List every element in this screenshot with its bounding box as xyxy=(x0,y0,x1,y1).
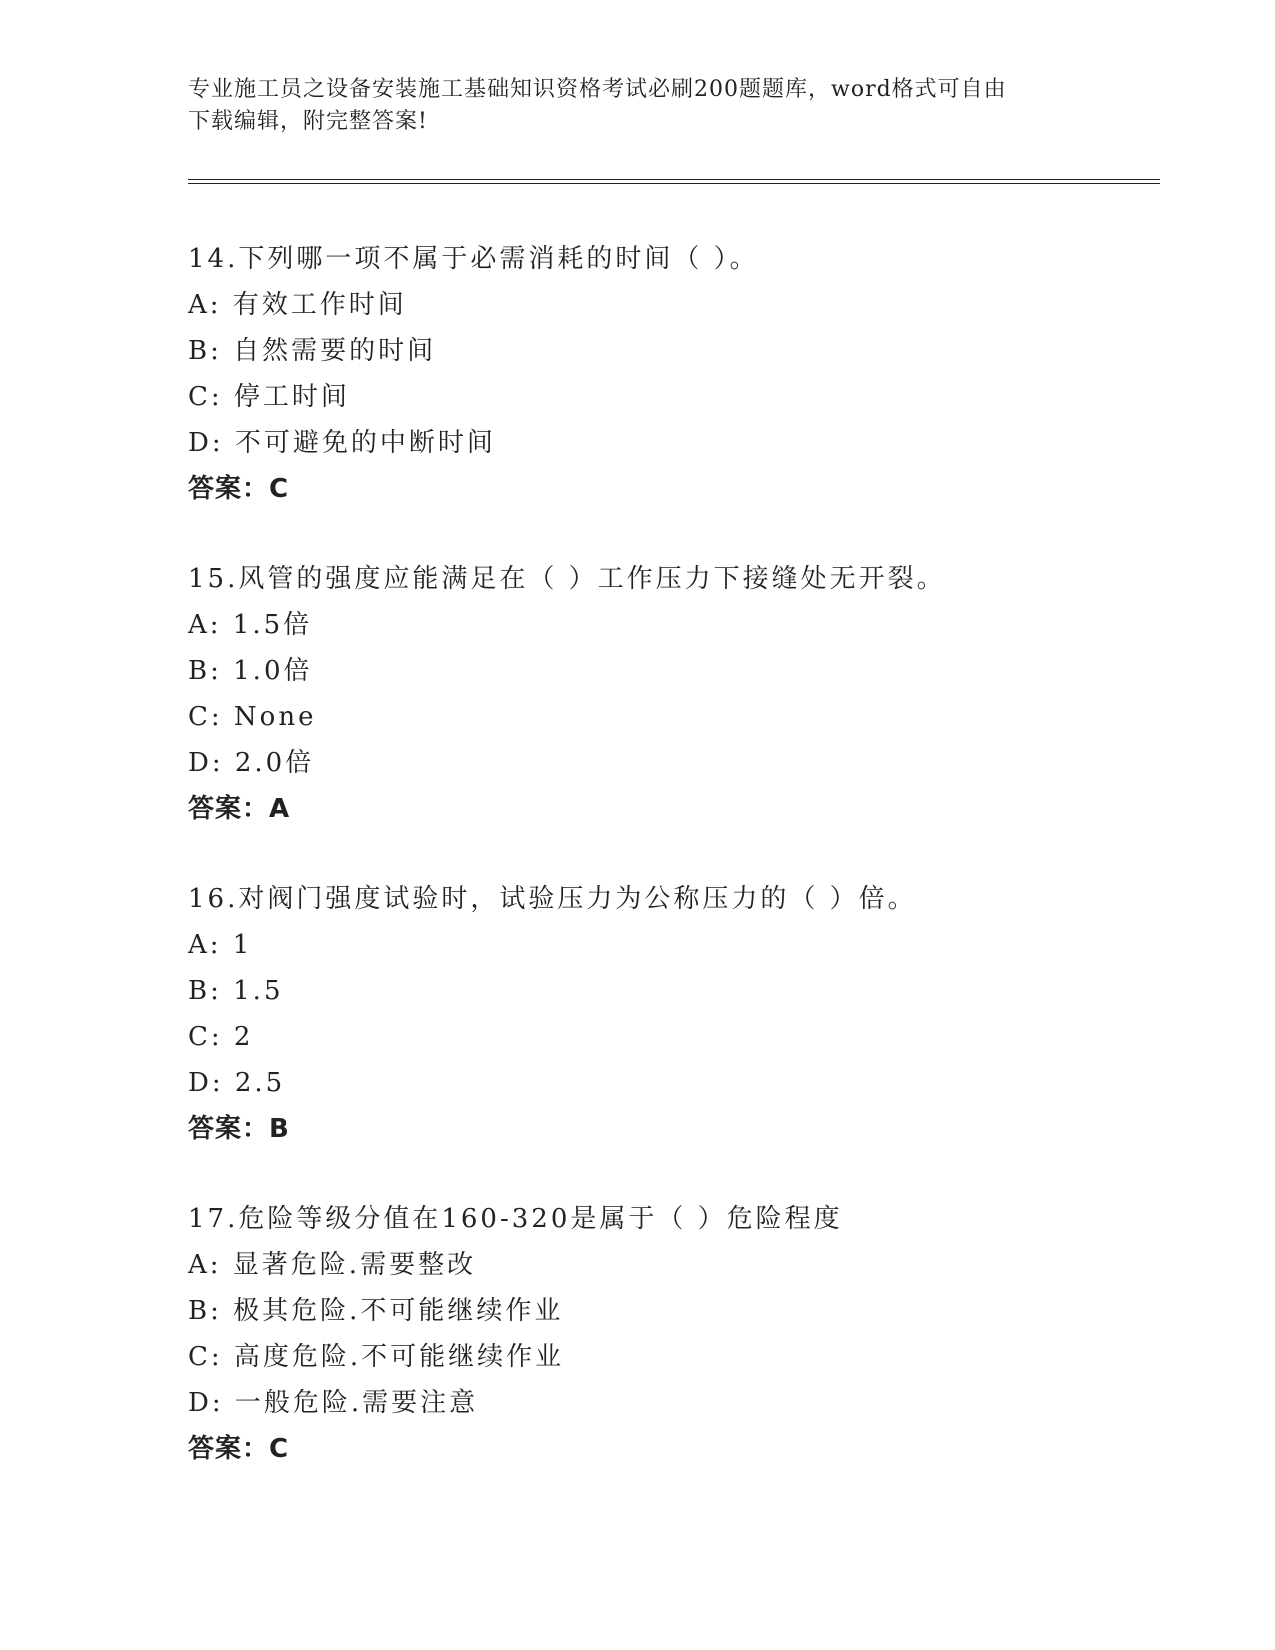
header-divider xyxy=(188,179,1160,184)
question-stem: 17.危险等级分值在160-320是属于（ ）危险程度 xyxy=(188,1204,843,1234)
question-14 xyxy=(188,236,1160,512)
option-d: D: 不可避免的中断时间 xyxy=(188,428,496,458)
option-d: D: 2.5 xyxy=(188,1068,286,1098)
header-line-1: 专业施工员之设备安装施工基础知识资格考试必刷200题题库，word格式可自由 xyxy=(188,77,1007,102)
answer: 答案：C xyxy=(188,474,290,504)
question-list xyxy=(188,236,1160,1516)
option-a: A: 1 xyxy=(188,930,253,960)
question-stem: 14.下列哪一项不属于必需消耗的时间（ ）。 xyxy=(188,244,759,274)
option-d: D: 一般危险.需要注意 xyxy=(188,1388,479,1418)
question-stem: 15.风管的强度应能满足在（ ）工作压力下接缝处无开裂。 xyxy=(188,564,946,594)
option-c: C: 停工时间 xyxy=(188,382,350,412)
option-b: B: 极其危险.不可能继续作业 xyxy=(188,1296,564,1326)
option-b: B: 1.5 xyxy=(188,976,284,1006)
option-b: B: 1.0倍 xyxy=(188,656,313,686)
answer: 答案：B xyxy=(188,1114,290,1144)
option-b: B: 自然需要的时间 xyxy=(188,336,437,366)
question-15 xyxy=(188,556,1160,832)
option-c: C: 高度危险.不可能继续作业 xyxy=(188,1342,565,1372)
option-c: C: None xyxy=(188,702,317,732)
answer: 答案：C xyxy=(188,1434,290,1464)
option-a: A: 有效工作时间 xyxy=(188,290,407,320)
option-a: A: 1.5倍 xyxy=(188,610,313,640)
question-stem: 16.对阀门强度试验时，试验压力为公称压力的（ ）倍。 xyxy=(188,884,917,914)
answer: 答案：A xyxy=(188,794,291,824)
option-a: A: 显著危险.需要整改 xyxy=(188,1250,477,1280)
document-header xyxy=(188,74,1088,138)
question-16 xyxy=(188,876,1160,1152)
header-line-2: 下载编辑，附完整答案! xyxy=(188,109,428,134)
option-d: D: 2.0倍 xyxy=(188,748,315,778)
question-17 xyxy=(188,1196,1160,1472)
option-c: C: 2 xyxy=(188,1022,254,1052)
